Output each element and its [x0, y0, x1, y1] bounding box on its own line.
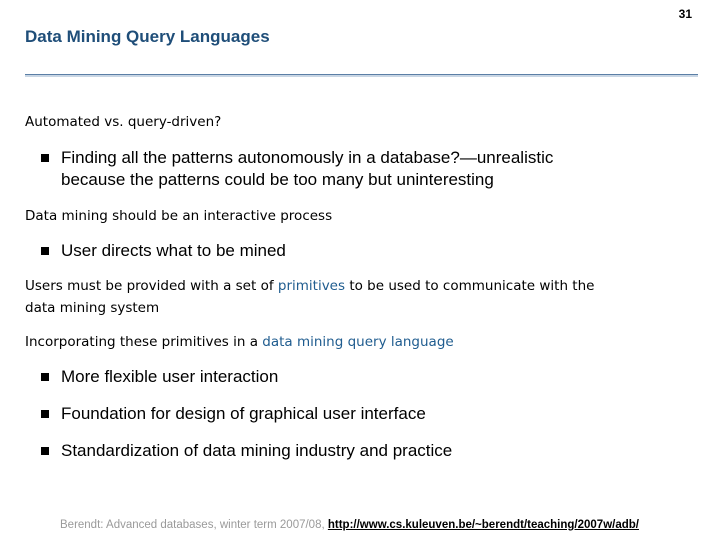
footer-text: Berendt: Advanced databases, winter term 2007/08,: [60, 519, 328, 531]
paragraph-interactive: Data mining should be an interactive process: [25, 208, 333, 224]
bullet-text: Foundation for design of graphical user interface: [61, 404, 426, 423]
square-bullet-icon: [41, 247, 49, 255]
text-segment: to be used to communicate with the: [345, 278, 595, 294]
footer-link[interactable]: http://www.cs.kuleuven.be/~berendt/teaching/2007w/adb/: [327, 519, 639, 531]
square-bullet-icon: [41, 154, 49, 162]
footer: [60, 519, 639, 531]
text-segment: Users must be provided with a set of: [25, 278, 278, 294]
slide-title: Data Mining Query Languages: [25, 27, 270, 46]
paragraph-primitives: [25, 275, 695, 319]
square-bullet-icon: [41, 447, 49, 455]
paragraph-incorporating: [25, 331, 695, 353]
bullet-text-line2: because the patterns could be too many but uninteresting: [61, 170, 494, 189]
bullet-text: More flexible user interaction: [61, 367, 279, 386]
highlight-primitives: primitives: [277, 278, 346, 294]
bullet-text: Standardization of data mining industry and practice: [61, 441, 453, 460]
bullet-text-line1: Finding all the patterns autonomously in a database?—unrealistic: [61, 148, 554, 167]
paragraph-automated: Automated vs. query-driven?: [25, 114, 222, 130]
bullet-foundation: [41, 403, 671, 425]
bullet-user-directs: [41, 240, 671, 262]
square-bullet-icon: [41, 373, 49, 381]
bullet-standardization: [41, 440, 671, 462]
bullet-finding-patterns: [41, 147, 671, 191]
text-segment: Incorporating these primitives in a: [25, 334, 263, 350]
bullet-text: User directs what to be mined: [61, 241, 286, 260]
square-bullet-icon: [41, 410, 49, 418]
highlight-query-language: data mining query language: [262, 334, 454, 350]
bullet-flexible: [41, 366, 671, 388]
page-number: 31: [678, 7, 692, 21]
title-divider: [25, 74, 698, 77]
text-segment: data mining system: [25, 300, 160, 316]
